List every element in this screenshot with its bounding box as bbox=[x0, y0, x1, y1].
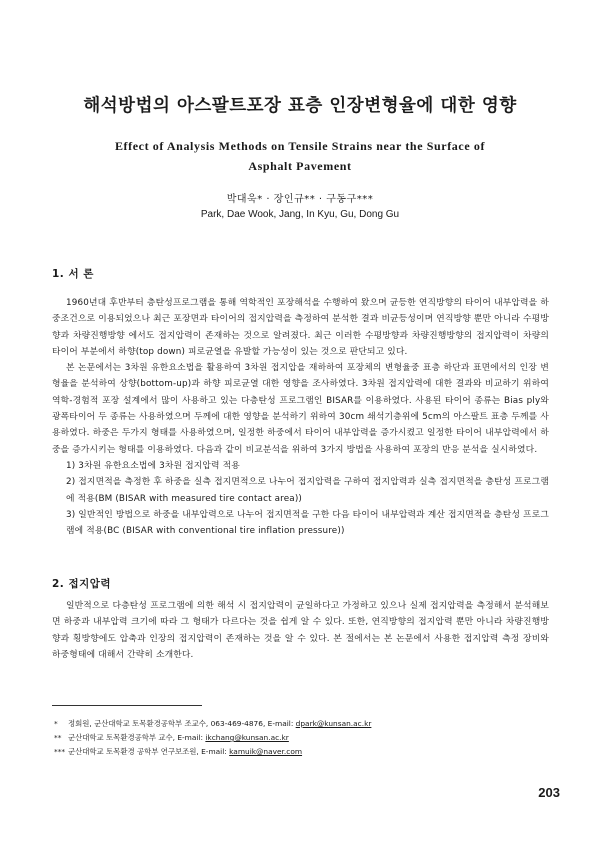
footnote-mark: * bbox=[54, 719, 58, 728]
contact-pressure-body bbox=[52, 598, 549, 663]
footnote bbox=[54, 745, 534, 759]
list-item: 1) 3차원 유한요소법에 3차원 접지압력 적용 bbox=[66, 460, 240, 471]
footnote-mark: *** bbox=[54, 747, 66, 756]
paper-title-english bbox=[90, 136, 510, 176]
list-item: 3) 일반적인 방법으로 하중을 내부압력으로 나누어 접지면적을 구한 다음 타이어 내부압력과 계산 접지면적을 층탄성 프로그램에 적용(BC (BISAR with conventional tire inflation pressure)) bbox=[66, 509, 549, 537]
paper-title-english-line2: Asphalt Pavement bbox=[248, 159, 352, 173]
email-link[interactable]: ikchang@kunsan.ac.kr bbox=[205, 733, 289, 742]
list-item: 2) 접지면적을 측정한 후 하중을 실측 접지면적으로 나누어 접지압력을 구하여 접지압력과 실측 접지면적을 층탄성 프로그램에 적용(BM (BISAR with measured tire contact area)) bbox=[66, 477, 549, 504]
footnote bbox=[54, 731, 534, 745]
authors-korean: 박대욱* · 장인규** · 구동구*** bbox=[226, 194, 374, 205]
paragraph: 본 논문에서는 3차원 유한요소법을 활용하여 3차원 접지압을 재하하여 포장체의 변형율중 표층 하단과 표면에서의 인장 변형율을 분석하여 상향(bottom-up)과 하향 피로균열 대한 영향을 조사하였다. 3차원 접지압력에 대한 결과와 비교하기 위하여 역학-경험적 포장 설계에서 많이 사용하고 있는 다층탄성 프로그램인 BISAR를 이용하였다. 사용된 타이어 종류는 Bias ply와 광폭타이어 두 종류는 사용하였으며 두께에 대한 영향을 분석하기 위하여 30cm 쇄석기층위에 5cm의 아스팔트 표층 두께를 사용하였다. 하중은 두가지 형태를 사용하였으며, 일정한 하중에서 타이어 내부압력을 증가시켰고 일정한 타이어 내부압력에서 하중을 증가시키는 형태를 이용하였다. 다음과 같이 비교분석을 위하여 3가지 방법을 사용하여 포장의 반응 분석을 실시하였다. bbox=[52, 363, 549, 455]
paper-title-english-line1: Effect of Analysis Methods on Tensile Strains near the Surface of bbox=[114, 139, 486, 153]
footnote-text: 군산대학교 토목환경 공학부 연구보조원, E-mail: bbox=[68, 747, 230, 756]
footnote-divider bbox=[52, 705, 202, 706]
email-link[interactable]: dpark@kunsan.ac.kr bbox=[295, 719, 372, 728]
section-heading-contact-pressure: 2. 접지압력 bbox=[52, 578, 112, 590]
footnotes bbox=[54, 717, 534, 759]
page-number: 203 bbox=[538, 785, 560, 800]
footnote-text: 정회원, 군산대학교 토목환경공학부 조교수, 063-469-4876, E-mail: bbox=[68, 719, 296, 728]
authors-english: Park, Dae Wook, Jang, In Kyu, Gu, Dong Gu bbox=[200, 209, 400, 220]
introduction-body bbox=[52, 295, 549, 539]
paper-title-korean: 해석방법의 아스팔트포장 표층 인장변형율에 대한 영향 bbox=[83, 96, 517, 116]
footnote-mark: ** bbox=[54, 733, 62, 742]
paragraph: 일반적으로 다층탄성 프로그램에 의한 해석 시 접지압력이 균일하다고 가정하고 있으나 실제 접지압력을 측정해서 분석해보면 하중과 내부압력 크기에 따라 그 형태가 다르다는 것을 쉽게 알 수 있다. 또한, 연직방향의 접지압력 뿐만 아니라 차량진행방향과 횡방향에도 압축과 인장의 접지압력이 존재하는 것을 알 수 있다. 본 절에서는 본 논문에서 사용한 접지압력 측정 장비와 하중형태에 대해서 간략히 소개한다. bbox=[52, 601, 549, 660]
footnote-text: 군산대학교 토목환경공학부 교수, E-mail: bbox=[68, 733, 206, 742]
paragraph: 1960년대 후반부터 층탄성프로그램을 통해 역학적인 포장해석을 수행하여 왔으며 균등한 연직방향의 타이어 내부압력을 하중조건으로 이용되었으나 최근 포장면과 타이어의 접지압력을 측정하여 분석한 결과 비균등성이며 연직방향 뿐만 아니라 수평방향과 차량진행방향 에서도 접지압력이 존재하는 것으로 알려졌다. 최근 이러한 수평방향과 차량진행방향의 접지압력이 차량의 타이어 부분에서 하향(top down) 피로균열을 유발할 가능성이 있는 것으로 판단되고 있다. bbox=[52, 298, 549, 357]
section-heading-introduction: 1. 서 론 bbox=[52, 268, 94, 280]
footnote bbox=[54, 717, 534, 731]
email-link[interactable]: kamuik@naver.com bbox=[229, 747, 303, 756]
